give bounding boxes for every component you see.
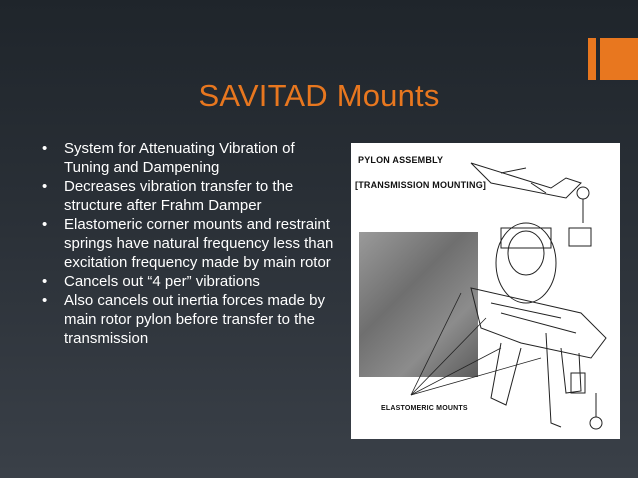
accent-bar [588,38,596,80]
bullet-item: • Also cancels out inertia forces made by main rotor pylon before transfer to the transmission [42,292,325,347]
bullet-text: Also cancels out inertia forces made by main rotor pylon before transfer to the transmission [64,292,325,347]
bullet-item: • Decreases vibration transfer to the structure after Frahm Damper [42,178,294,214]
pylon-assembly-figure [351,143,620,439]
figure-label-transmission: [TRANSMISSION MOUNTING] [355,180,487,190]
bullet-text: Cancels out “4 per” vibrations [64,273,260,290]
slide-title: SAVITAD Mounts [198,78,440,113]
bullet-list [42,139,342,348]
bullet-text: System for Attenuating Vibration of Tuning and Dampening [64,140,295,176]
bullet-item: • Elastomeric corner mounts and restraint springs have natural frequency less than excitation frequency made by main rotor [42,216,334,271]
figure-callout-elastomeric: ELASTOMERIC MOUNTS [381,405,468,412]
figure-label-pylon: PYLON ASSEMBLY [358,155,444,165]
accent-bar-block [600,38,638,80]
bullet-text: Decreases vibration transfer to the structure after Frahm Damper [64,178,294,214]
bullet-item: • System for Attenuating Vibration of Tuning and Dampening [42,140,295,176]
bullet-text: Elastomeric corner mounts and restraint springs have natural frequency less than excitation frequency made by main rotor [64,216,334,271]
pylon-diagram-drawing [351,143,620,439]
bullet-item: • Cancels out “4 per” vibrations [42,273,260,290]
